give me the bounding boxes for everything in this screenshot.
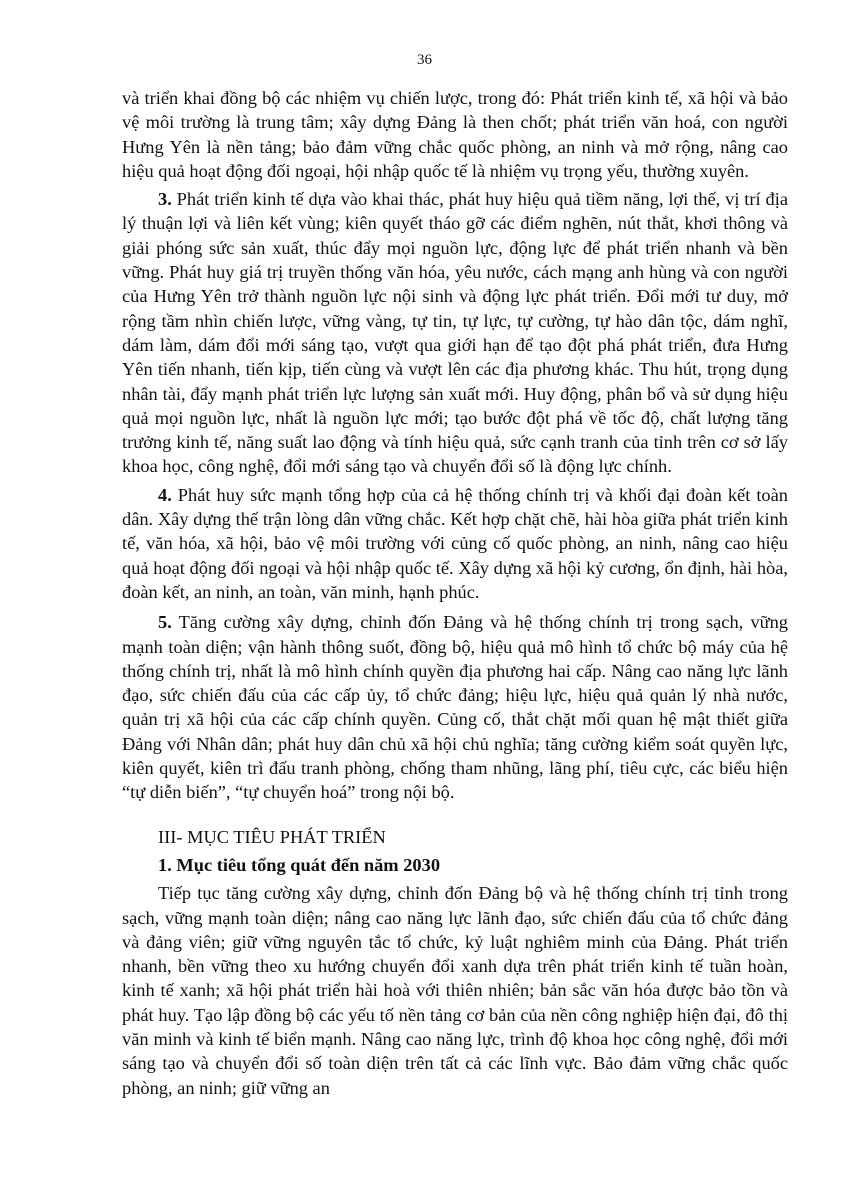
item-number-5: 5.: [158, 612, 172, 633]
paragraph-item-3: [122, 187, 788, 479]
section-heading: III- MỤC TIÊU PHÁT TRIỂN: [158, 826, 386, 847]
paragraph-item-5: [122, 610, 788, 804]
item-number-3: 3.: [158, 189, 172, 210]
paragraph-overall-goal: Tiếp tục tăng cường xây dựng, chỉnh đốn Đảng bộ và hệ thống chính trị tỉnh trong sạch, vững mạnh toàn diện; nâng cao năng lực lãnh đạo, sức chiến đấu của tổ chức đảng và đảng viên; giữ vững nguyên tắc tổ chức, kỷ luật nghiêm minh của Đảng. Phát triển nhanh, bền vững theo xu hướng chuyển đổi xanh dựa trên phát triển kinh tế tuần hoàn, kinh tế xanh; xã hội phát triển hài hoà với thiên nhiên; bản sắc văn hóa được bảo tồn và phát huy. Tạo lập đồng bộ các yếu tố nền tảng cơ bản của nền công nghiệp hiện đại, đô thị văn minh và kinh tế biển mạnh. Nâng cao năng lực, trình độ khoa học công nghệ, đổi mới sáng tạo và chuyển đổi số toàn diện trên tất cả các lĩnh vực. Bảo đảm vững chắc quốc phòng, an ninh; giữ vững an: [122, 883, 788, 1098]
item-text-3: Phát triển kinh tế dựa vào khai thác, phát huy hiệu quả tiềm năng, lợi thế, vị trí địa lý thuận lợi và liên kết vùng; kiên quyết tháo gỡ các điểm nghẽn, nút thắt, khơi thông và giải phóng sức sản xuất, thúc đẩy mọi nguồn lực, động lực để phát triển nhanh và bền vững. Phát huy giá trị truyền thống văn hóa, yêu nước, cách mạng anh hùng và con người của Hưng Yên trở thành nguồn lực nội sinh và động lực phát triển. Đổi mới tư duy, mở rộng tầm nhìn chiến lược, vững vàng, tự tin, tự lực, tự cường, tự hào dân tộc, dám nghĩ, dám làm, dám đổi mới sáng tạo, vượt qua giới hạn để tạo đột phá phát triển, đưa Hưng Yên tiến nhanh, tiến kịp, tiến cùng và vượt lên các địa phương khác. Thu hút, trọng dụng nhân tài, đẩy mạnh phát triển lực lượng sản xuất mới. Huy động, phân bổ và sử dụng hiệu quả mọi nguồn lực, nhất là nguồn lực mới; tạo bước đột phá về tốc độ, chất lượng tăng trưởng kinh tế, năng suất lao động và tính hiệu quả, sức cạnh tranh của tỉnh trên cơ sở lấy khoa học, công nghệ, đổi mới sáng tạo và chuyển đổi số là động lực chính.: [122, 189, 788, 477]
item-text-4: Phát huy sức mạnh tổng hợp của cả hệ thống chính trị và khối đại đoàn kết toàn dân. Xây dựng thế trận lòng dân vững chắc. Kết hợp chặt chẽ, hài hòa giữa phát triển kinh tế, văn hóa, xã hội, bảo vệ môi trường với củng cố quốc phòng, an ninh, nâng cao hiệu quả hoạt động đối ngoại và hội nhập quốc tế. Xây dựng xã hội kỷ cương, ổn định, hài hòa, đoàn kết, an ninh, an toàn, văn minh, hạnh phúc.: [122, 484, 788, 602]
paragraph-continuation: và triển khai đồng bộ các nhiệm vụ chiến lược, trong đó: Phát triển kinh tế, xã hội và bảo vệ môi trường là trung tâm; xây dựng Đảng là then chốt; phát triển văn hoá, con người Hưng Yên là nền tảng; bảo đảm vững chắc quốc phòng, an ninh và mở rộng, nâng cao hiệu quả hoạt động đối ngoại, hội nhập quốc tế là nhiệm vụ trọng yếu, thường xuyên.: [122, 88, 788, 181]
page-number: 36: [417, 52, 432, 68]
item-text-5: Tăng cường xây dựng, chỉnh đốn Đảng và hệ thống chính trị trong sạch, vững mạnh toàn diện; vận hành thông suốt, đồng bộ, hiệu quả mô hình tổ chức bộ máy của hệ thống chính trị, nhất là mô hình chính quyền địa phương hai cấp. Nâng cao năng lực lãnh đạo, sức chiến đấu của các cấp ủy, tổ chức đảng; hiệu lực, hiệu quả quản lý nhà nước, quản trị xã hội của các cấp chính quyền. Củng cố, thắt chặt mối quan hệ mật thiết giữa Đảng với Nhân dân; phát huy dân chủ xã hội chủ nghĩa; tăng cường kiểm soát quyền lực, kiên quyết, kiên trì đấu tranh phòng, chống tham nhũng, lãng phí, tiêu cực, các biểu hiện “tự diễn biến”, “tự chuyển hoá” trong nội bộ.: [122, 612, 788, 803]
paragraph-item-4: [122, 483, 788, 604]
document-body: [122, 86, 788, 1100]
subsection-heading: 1. Mục tiêu tổng quát đến năm 2030: [158, 854, 441, 875]
item-number-4: 4.: [158, 484, 172, 505]
